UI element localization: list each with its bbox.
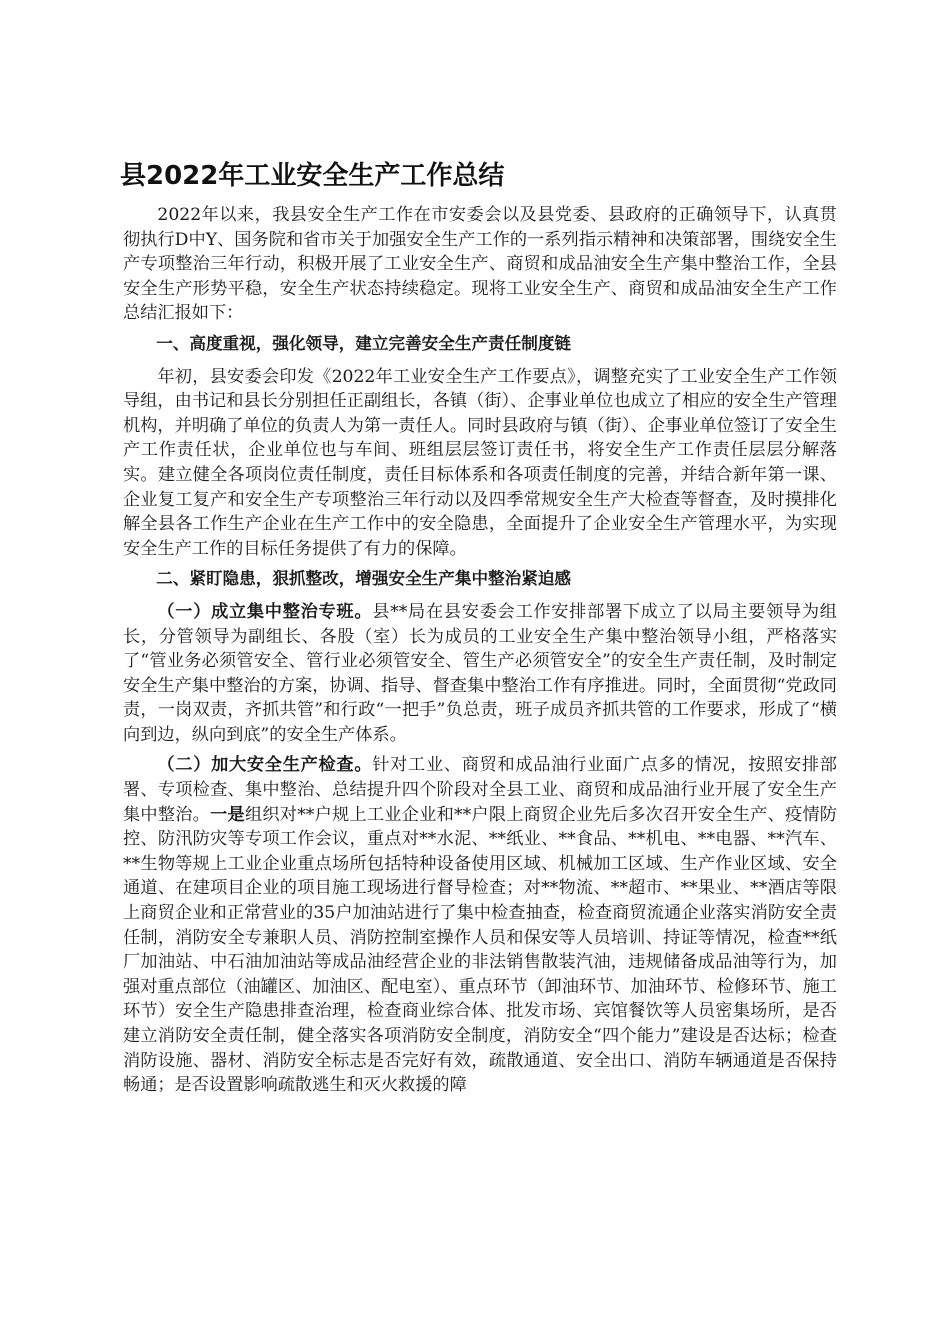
subsection-2-paragraph (123, 753, 837, 1097)
section-1-paragraph: 年初，县安委会印发《2022年工业安全生产工作要点》，调整充实了工业安全生产工作领导组，由书记和县长分别担任正副组长，各镇（街）、企事业单位也成立了相应的安全生产管理机构，并明确了单位的负责人为第一责任人。同时县政府与镇（街）、企事业单位签订了安全生产工作责任状，企业单位也与车间、班组层层签订责任书，将安全生产工作责任层层分解落实。建立健全各项岗位责任制度，责任目标体系和各项责任制度的完善，并结合新年第一课、企业复工复产和安全生产专项整治三年行动以及四季常规安全生产大检查等督查，及时摸排化解全县各工作生产企业在生产工作中的安全隐患，全面提升了企业安全生产管理水平，为实现安全生产工作的目标任务提供了有力的保障。 (123, 366, 837, 559)
intro-paragraph: 2022年以来，我县安全生产工作在市安委会以及县党委、县政府的正确领导下，认真贯彻执行D中Y、国务院和省市关于加强安全生产工作的一系列指示精神和决策部署，围绕安全生产专项整治三年行动，积极开展了工业安全生产、商贸和成品油安全生产集中整治工作，全县安全生产形势平稳，安全生产状态持续稳定。现将工业安全生产、商贸和成品油安全生产工作总结汇报如下： (123, 205, 837, 324)
section-2-heading: 二、紧盯隐患，狠抓整改，增强安全生产集中整治紧迫感 (156, 569, 572, 589)
subsection-2-body-b: 组织对**户规上工业企业和**户限上商贸企业先后多次召开安全生产、疫情防控、防汛防灾等专项工作会议，重点对**水泥、**纸业、**食品、**机电、**电器、**汽车、**生物等规上工业企业重点场所包括特种设备使用区域、机械加工区域、生产作业区域、安全通道、在建项目企业的项目施工现场进行督导检查；对**物流、**超市、**果业、**酒店等限上商贸企业和正常营业的35户加油站进行了集中检查抽查，检查商贸流通企业落实消防安全责任制，消防安全专兼职人员、消防控制室操作人员和保安等人员培训、持证等情况，检查**纸厂加油站、中石油加油站等成品油经营企业的非法销售散装汽油，违规储备成品油等行为，加强对重点部位（油罐区、加油区、配电室）、重点环节（卸油环节、加油环节、检修环节、施工环节）安全生产隐患排查治理，检查商业综合体、批发市场、宾馆餐饮等人员密集场所，是否建立消防安全责任制，健全落实各项消防安全制度，消防安全“四个能力”建设是否达标；检查消防设施、器材、消防安全标志是否完好有效，疏散通道、安全出口、消防车辆通道是否保持畅通；是否设置影响疏散逃生和灭火救援的障 (123, 804, 837, 1096)
subsection-2-emphasis: 一是 (210, 804, 245, 825)
section-1-heading: 一、高度重视，强化领导，建立完善安全生产责任制度链 (156, 333, 572, 353)
subsection-2-body-a: 针对工业、商贸和成品油行业面广点多的情况，按照安排部署、专项检查、集中整治、总结提升四个阶段对全县工业、商贸和成品油行业开展了安全生产集中整治。 (123, 755, 837, 825)
subsection-1-paragraph (123, 600, 837, 748)
subsection-2-lead: （二）加大安全生产检查。 (157, 755, 373, 776)
subsection-1-body: 县**局在县安委会工作安排部署下成立了以局主要领导为组长，分管领导为副组长、各股（室）长为成员的工业安全生产集中整治领导小组，严格落实了“管业务必须管安全、管行业必须管安全、管生产必须管安全”的安全生产责任制，及时制定安全生产集中整治的方案，协调、指导、督查集中整治工作有序推进。同时，全面贯彻“党政同责，一岗双责，齐抓共管”和行政“一把手”负总责，班子成员齐抓共管的工作要求，形成了“横向到边，纵向到底”的安全生产体系。 (123, 601, 837, 745)
document-body (123, 203, 837, 1098)
subsection-1-lead: （一）成立集中整治专班。 (157, 601, 373, 622)
document-title: 县2022年工业安全生产工作总结 (120, 161, 505, 191)
